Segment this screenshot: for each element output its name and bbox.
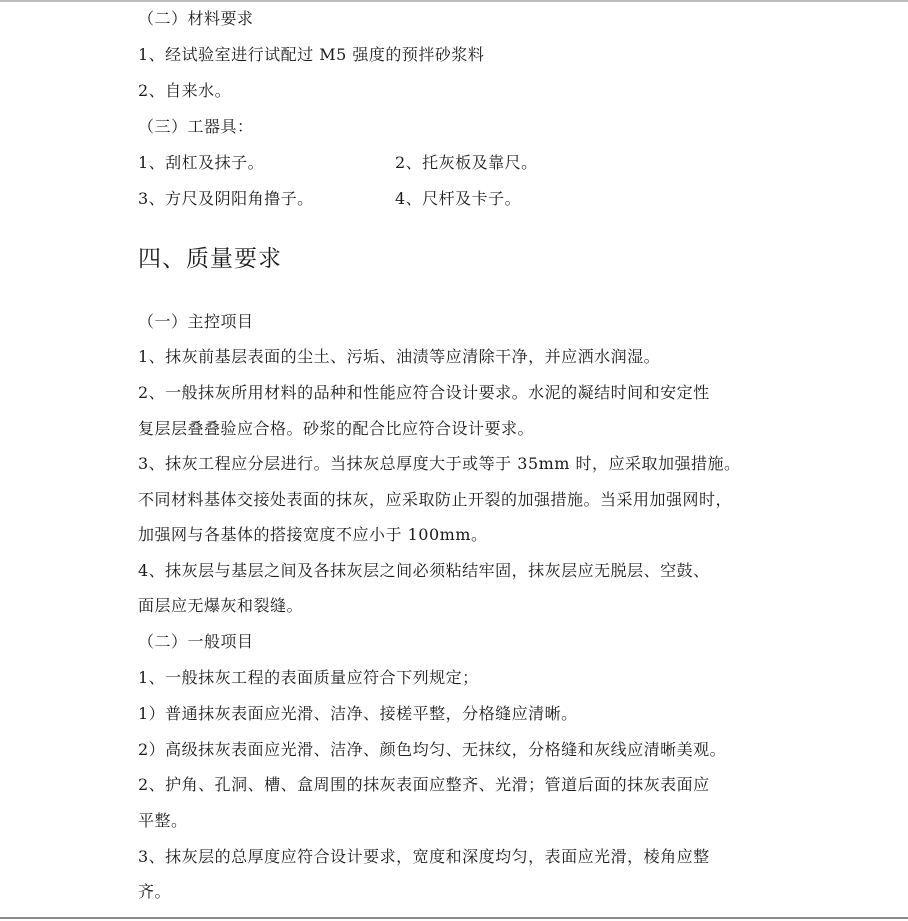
- tools-item-1: 1、刮杠及抹子。: [138, 153, 265, 172]
- top-rule: [0, 0, 908, 2]
- general-item-line: 2）高级抹灰表面应光滑、洁净、颜色均匀、无抹纹，分格缝和灰线应清晰美观。: [138, 740, 727, 759]
- tools-item-4: 4、尺杆及卡子。: [395, 189, 522, 208]
- materials-item-1: 1、经试验室进行试配过 M5 强度的预拌砂浆料: [138, 45, 485, 64]
- general-items-heading: （二）一般项目: [138, 632, 254, 651]
- tools-item-3: 3、方尺及阴阳角撸子。: [138, 189, 314, 208]
- general-item-line: 平整。: [138, 811, 188, 830]
- materials-item-2: 2、自来水。: [138, 81, 232, 100]
- main-item-line: 不同材料基体交接处表面的抹灰，应采取防止开裂的加强措施。当采用加强网时，: [138, 490, 733, 509]
- main-items-heading: （一）主控项目: [138, 312, 254, 331]
- quality-section-title: 四、质量要求: [138, 246, 282, 272]
- bottom-rule: [0, 917, 908, 919]
- main-item-line: 4、抹灰层与基层之间及各抹灰层之间必须粘结牢固，抹灰层应无脱层、空鼓、: [138, 561, 710, 580]
- main-item-line: 加强网与各基体的搭接宽度不应小于 100mm。: [138, 525, 488, 544]
- general-item-line: 3、抹灰层的总厚度应符合设计要求，宽度和深度均匀，表面应光滑，棱角应整: [138, 847, 710, 866]
- main-item-line: 2、一般抹灰所用材料的品种和性能应符合设计要求。水泥的凝结时间和安定性: [138, 383, 710, 402]
- main-item-line: 1、抹灰前基层表面的尘土、污垢、油渍等应清除干净，并应洒水润湿。: [138, 347, 661, 366]
- main-item-line: 面层应无爆灰和裂缝。: [138, 596, 304, 615]
- materials-heading: （二）材料要求: [138, 9, 254, 28]
- tools-item-2: 2、托灰板及靠尺。: [395, 153, 538, 172]
- tools-heading: （三）工器具：: [138, 117, 254, 136]
- general-item-line: 2、护角、孔洞、槽、盒周围的抹灰表面应整齐、光滑；管道后面的抹灰表面应: [138, 775, 710, 794]
- general-item-line: 1、一般抹灰工程的表面质量应符合下列规定；: [138, 668, 479, 687]
- general-item-line: 齐。: [138, 882, 172, 901]
- general-item-line: 1）普通抹灰表面应光滑、洁净、接槎平整，分格缝应清晰。: [138, 704, 578, 723]
- main-item-line: 复层层叠叠验应合格。砂浆的配合比应符合设计要求。: [138, 419, 535, 438]
- main-item-line: 3、抹灰工程应分层进行。当抹灰总厚度大于或等于 35mm 时，应采取加强措施。: [138, 454, 741, 473]
